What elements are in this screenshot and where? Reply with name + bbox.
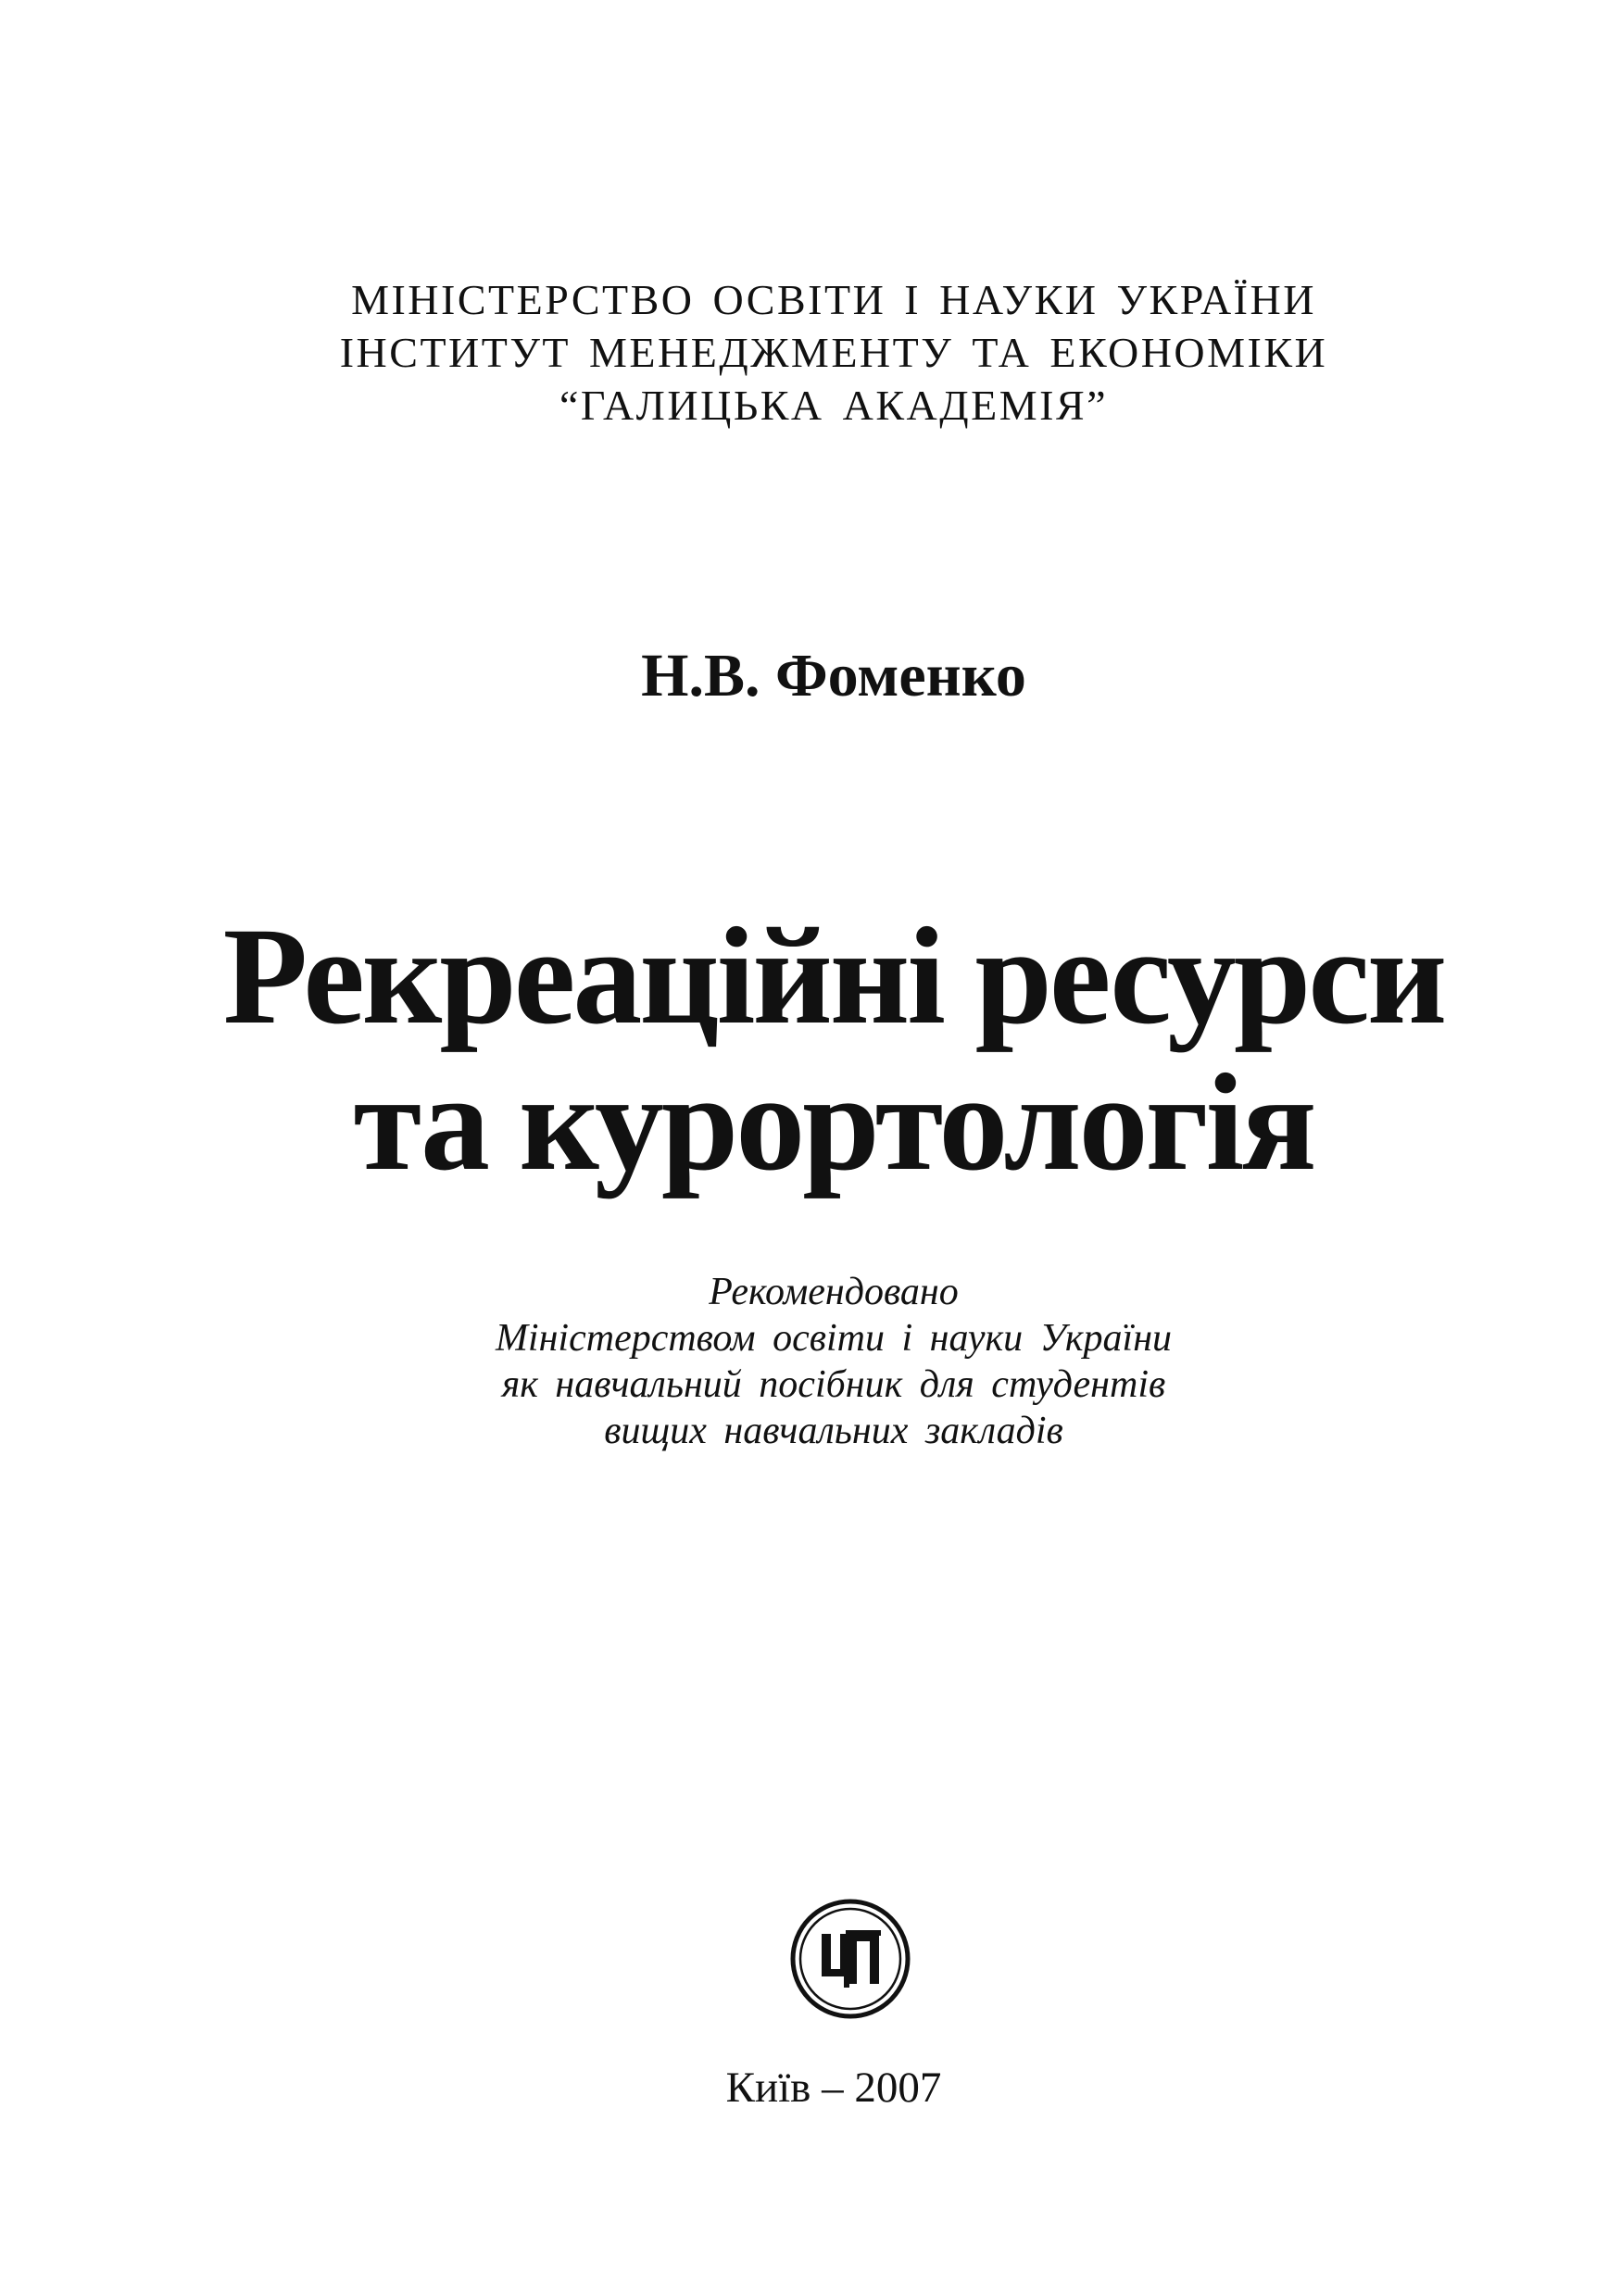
recommendation-line-3: як навчальний посібник для студентів — [501, 1363, 1166, 1406]
author-name: Н.В. Фоменко — [641, 642, 1026, 709]
academy-name: “ГАЛИЦЬКА АКАДЕМІЯ” — [559, 382, 1109, 429]
ministry-name: МІНІСТЕРСТВО ОСВІТИ І НАУКИ УКРАЇНИ — [351, 276, 1316, 323]
recommendation-note — [0, 1269, 1621, 1454]
book-title — [0, 899, 1621, 1199]
recommendation-line-1: Рекомендовано — [709, 1271, 959, 1313]
publisher-logo-icon — [790, 1899, 911, 2019]
recommendation-line-2: Міністерством освіти і науки України — [495, 1317, 1173, 1360]
book-title-line-1: Рекреаційні ресурси — [222, 899, 1445, 1053]
institute-name: ІНСТИТУТ МЕНЕДЖМЕНТУ ТА ЕКОНОМІКИ — [339, 329, 1328, 376]
book-title-line-2: та курортологія — [353, 1046, 1314, 1199]
imprint: Київ – 2007 — [725, 2064, 942, 2112]
institution-header — [0, 273, 1621, 432]
recommendation-line-4: вищих навчальних закладів — [604, 1410, 1063, 1452]
